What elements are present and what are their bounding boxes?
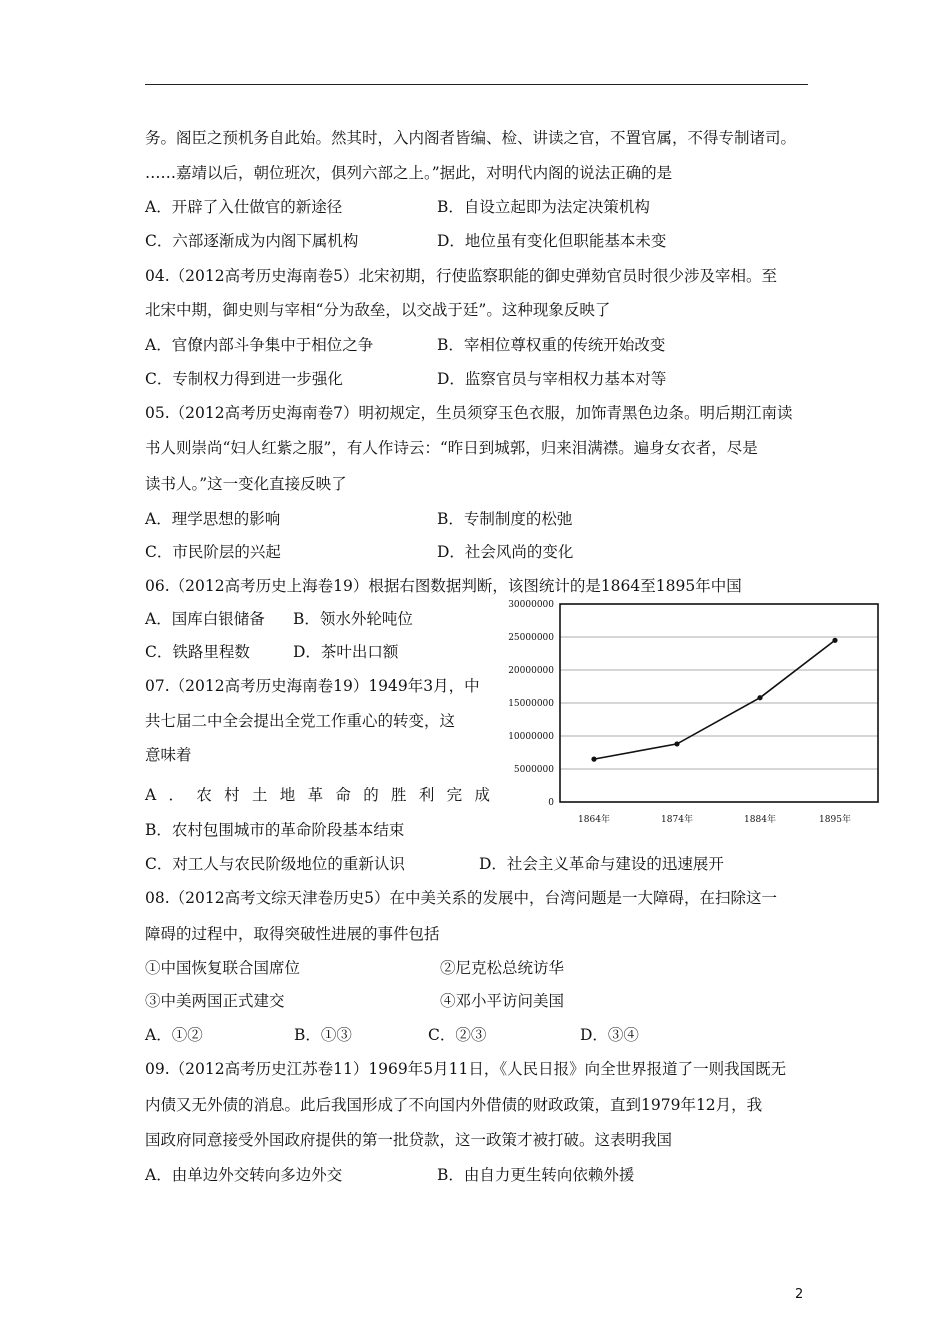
y-tick-label: 30000000 — [508, 600, 554, 610]
text-line: 内债又无外债的消息。此后我国形成了不向国内外借债的财政政策，直到1979年12月，我 — [145, 1096, 763, 1114]
data-point — [832, 638, 837, 643]
option-c: C．市民阶层的兴起 — [145, 543, 281, 561]
item-3: ③中美两国正式建交 — [145, 992, 285, 1010]
text-line: 障碍的过程中，取得突破性进展的事件包括 — [145, 925, 440, 943]
option-b: B．①③ — [294, 1026, 352, 1044]
option-d: D．社会主义革命与建设的迅速展开 — [479, 855, 724, 873]
item-4: ④邓小平访问美国 — [440, 992, 565, 1010]
text-line: 国政府同意接受外国政府提供的第一批贷款，这一政策才被打破。这表明我国 — [145, 1131, 673, 1149]
text-line: 共七届二中全会提出全党工作重心的转变，这 — [145, 712, 456, 730]
option-a: A．①② — [145, 1026, 203, 1044]
text-line: 务。阁臣之预机务自此始。然其时，入内阁者皆编、检、讲读之官，不置官属，不得专制诸司。 — [145, 129, 797, 147]
header-rule — [145, 84, 808, 85]
option-d: D．地位虽有变化但职能基本未变 — [437, 232, 667, 250]
option-a-char: 成 — [474, 786, 490, 804]
item-2: ②尼克松总统访华 — [440, 959, 565, 977]
option-a: A．国库白银储备 — [145, 610, 265, 628]
option-d: D．③④ — [580, 1026, 639, 1044]
x-tick-label: 1864年 — [578, 815, 610, 825]
option-a-char: 利 — [418, 786, 435, 804]
item-1: ①中国恢复联合国席位 — [145, 959, 301, 977]
y-tick-label: 0 — [548, 798, 554, 808]
option-b: B．由自力更生转向依赖外援 — [437, 1166, 635, 1184]
option-c: C．六部逐渐成为内阁下属机构 — [145, 232, 359, 250]
line-chart — [492, 596, 884, 836]
option-b: B．农村包围城市的革命阶段基本结束 — [145, 821, 405, 839]
option-d: D．监察官员与宰相权力基本对等 — [437, 370, 667, 388]
option-a-char: 命 — [335, 786, 351, 804]
option-a-char: 胜 — [391, 786, 407, 804]
y-tick-label: 10000000 — [508, 732, 554, 742]
option-a-char: 村 — [224, 786, 240, 804]
question-05-stem: 05.（2012高考历史海南卷7）明初规定，生员须穿玉色衣服，加饰青黑色边条。明后期江南读 — [145, 404, 793, 422]
option-c: C．对工人与农民阶级地位的重新认识 — [145, 855, 405, 873]
option-a: A．官僚内部斗争集中于相位之争 — [145, 336, 374, 354]
option-a-char: A — [145, 786, 157, 804]
data-point — [591, 757, 596, 762]
option-a: A．由单边外交转向多边外交 — [145, 1166, 343, 1184]
option-a-char: 地 — [279, 786, 296, 804]
option-a-char: 土 — [251, 786, 268, 804]
x-tick-label: 1874年 — [661, 815, 693, 825]
text-line: 书人则崇尚“妇人红紫之服”，有人作诗云：“昨日到城郭，归来泪满襟。遍身女衣者，尽是 — [145, 439, 758, 457]
data-point — [757, 695, 762, 700]
data-point — [674, 741, 679, 746]
text-line: 北宋中期，御史则与宰相“分为敌垒，以交战于廷”。这种现象反映了 — [145, 301, 611, 319]
series-line — [594, 640, 835, 759]
text-line: 意味着 — [145, 746, 192, 764]
y-tick-label: 5000000 — [513, 765, 554, 775]
x-tick-label: 1895年 — [819, 815, 851, 825]
question-08-stem: 08.（2012高考文综天津卷历史5）在中美关系的发展中，台湾问题是一大障碍，在扫除这一 — [145, 889, 777, 907]
text-line: ……嘉靖以后，朝位班次，俱列六部之上。”据此，对明代内阁的说法正确的是 — [145, 164, 673, 182]
option-d: D．社会风尚的变化 — [437, 543, 574, 561]
option-a-char: 革 — [307, 786, 324, 804]
option-a: A．理学思想的影响 — [145, 510, 281, 528]
text-line: 读书人。”这一变化直接反映了 — [145, 475, 347, 493]
option-a: A．开辟了入仕做官的新途径 — [145, 198, 343, 216]
page-number: 2 — [795, 1287, 804, 1302]
question-09-stem: 09.（2012高考历史江苏卷11）1969年5月11日，《人民日报》向全世界报道了一则我国既无 — [145, 1060, 787, 1078]
option-c: C．铁路里程数 — [145, 643, 250, 661]
option-b: B．领水外轮吨位 — [293, 610, 413, 628]
question-07-stem: 07.（2012高考历史海南卷19）1949年3月，中 — [145, 677, 480, 695]
option-a-char: 的 — [363, 786, 379, 804]
option-b: B．宰相位尊权重的传统开始改变 — [437, 336, 666, 354]
question-06-stem: 06.（2012高考历史上海卷19）根据右图数据判断，该图统计的是1864至1895年中国 — [145, 577, 742, 595]
option-d: D．茶叶出口额 — [293, 643, 399, 661]
option-b: B．自设立起即为法定决策机构 — [437, 198, 650, 216]
option-a-char: 农 — [196, 786, 212, 804]
option-c: C．专制权力得到进一步强化 — [145, 370, 343, 388]
option-a-justified — [145, 785, 490, 805]
option-b: B．专制制度的松弛 — [437, 510, 573, 528]
option-a-char: ． — [168, 786, 185, 804]
y-tick-label: 25000000 — [508, 633, 554, 643]
option-a-char: 完 — [446, 786, 463, 804]
y-tick-label: 20000000 — [508, 666, 554, 676]
option-c: C．②③ — [428, 1026, 487, 1044]
question-04-stem: 04.（2012高考历史海南卷5）北宋初期，行使监察职能的御史弹劾官员时很少涉及宰相。至 — [145, 267, 777, 285]
x-tick-label: 1884年 — [744, 815, 776, 825]
y-tick-label: 15000000 — [508, 699, 554, 709]
